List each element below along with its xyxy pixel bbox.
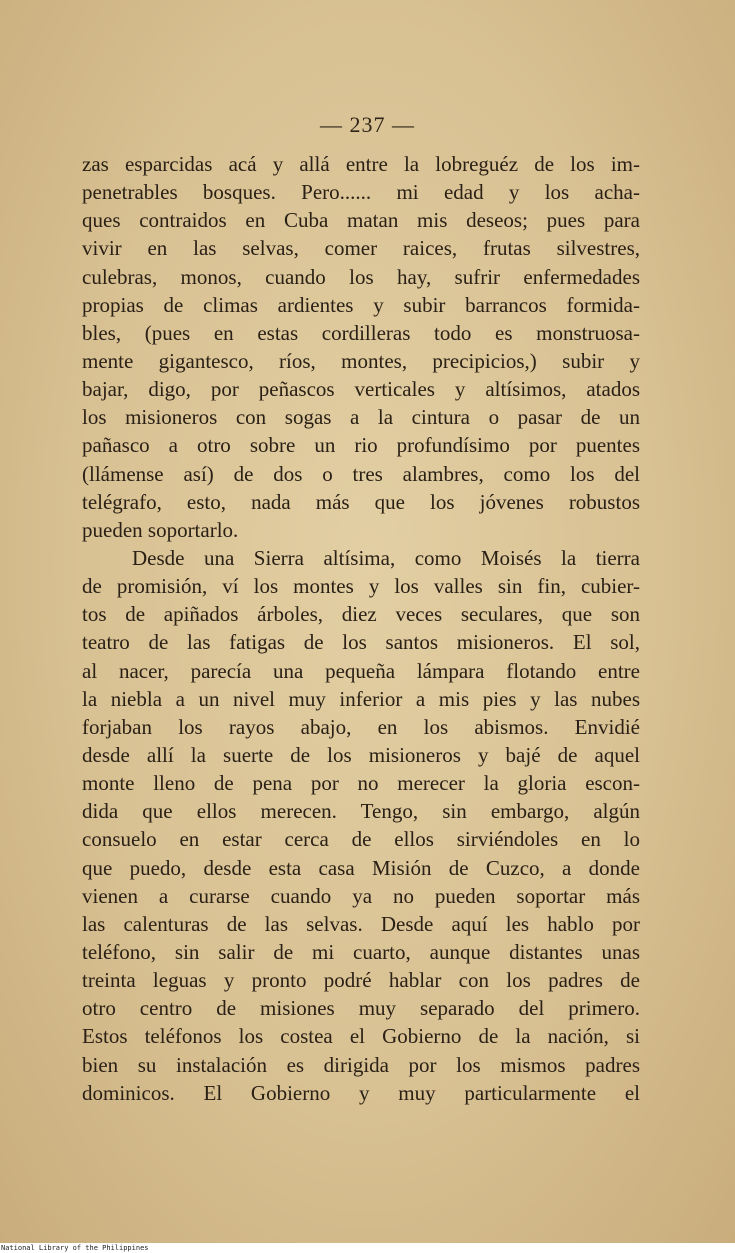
text-line: telégrafo, esto, nada más que los jóvenes robustos (82, 489, 640, 514)
text-line: bajar, digo, por peñascos verticales y altísimos, atados (82, 377, 640, 402)
paragraph-start-line: Desde una Sierra altísima, como Moisés la tierra (132, 545, 640, 570)
text-line: Estos teléfonos los costea el Gobierno de la nación, si (82, 1024, 640, 1049)
text-line: teatro de las fatigas de los santos misioneros. El sol, (82, 630, 640, 655)
text-line: culebras, monos, cuando los hay, sufrir enfermedades (82, 264, 640, 289)
text-line: vivir en las selvas, comer raices, frutas silvestres, (82, 236, 640, 261)
text-line: que puedo, desde esta casa Misión de Cuzco, a donde (82, 855, 640, 880)
text-line: desde allí la suerte de los misioneros y bajé de aquel (82, 742, 640, 767)
text-line: la niebla a un nivel muy inferior a mis pies y las nubes (82, 686, 640, 711)
text-line: al nacer, parecía una pequeña lámpara flotando entre (82, 658, 640, 683)
text-line: monte lleno de pena por no merecer la gloria escon- (82, 771, 640, 796)
text-line: mente gigantesco, ríos, montes, precipicios,) subir y (82, 348, 640, 373)
text-line: de promisión, ví los montes y los valles sin fin, cubier- (82, 574, 640, 599)
text-line: consuelo en estar cerca de ellos sirviéndoles en lo (82, 827, 640, 852)
text-line: bien su instalación es dirigida por los mismos padres (82, 1052, 640, 1077)
text-line: treinta leguas y pronto podré hablar con los padres de (82, 968, 640, 993)
text-line: los misioneros con sogas a la cintura o pasar de un (82, 405, 640, 430)
text-line: ques contraidos en Cuba matan mis deseos; pues para (82, 208, 640, 233)
text-line: forjaban los rayos abajo, en los abismos. Envidié (82, 714, 640, 739)
text-line: penetrables bosques. Pero...... mi edad y los acha- (82, 180, 640, 205)
library-watermark: National Library of the Philippines (0, 1244, 735, 1253)
text-line: las calenturas de las selvas. Desde aquí les hablo por (82, 911, 640, 936)
text-line: dominicos. El Gobierno y muy particularmente el (82, 1080, 640, 1105)
text-line: otro centro de misiones muy separado del primero. (82, 996, 640, 1021)
text-line: bles, (pues en estas cordilleras todo es monstruosa- (82, 320, 640, 345)
text-line: zas esparcidas acá y allá entre la lobreguéz de los im- (82, 152, 640, 176)
page-number: — 237 — (320, 112, 415, 137)
text-line: teléfono, sin salir de mi cuarto, aunque distantes unas (82, 939, 640, 964)
paragraph-end-line: pueden soportarlo. (82, 517, 239, 542)
text-line: (llámense así) de dos o tres alambres, como los del (82, 461, 640, 486)
text-line: pañasco a otro sobre un rio profundísimo por puentes (82, 433, 640, 458)
body-text (82, 150, 640, 1107)
text-line: dida que ellos merecen. Tengo, sin embargo, algún (82, 799, 640, 824)
text-line: vienen a curarse cuando ya no pueden soportar más (82, 883, 640, 908)
text-line: propias de climas ardientes y subir barrancos formida- (82, 292, 640, 317)
text-line: tos de apiñados árboles, diez veces seculares, que son (82, 602, 640, 627)
